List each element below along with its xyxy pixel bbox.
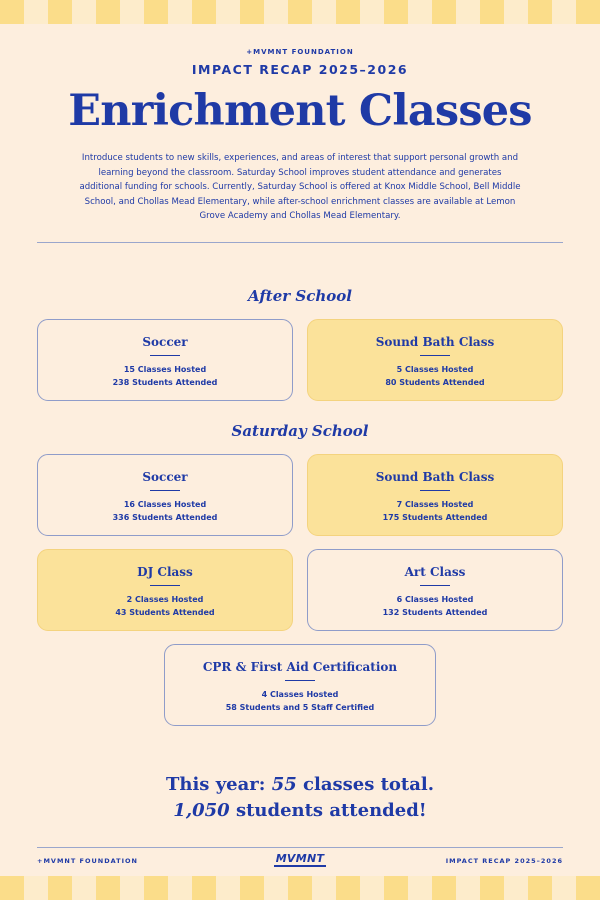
- footer-recap: IMPACT RECAP 2025–2026: [445, 857, 563, 865]
- page-title: Enrichment Classes: [68, 86, 532, 136]
- saturday-soccer-card: [37, 454, 293, 536]
- top-checker-border: [0, 0, 600, 24]
- summary-line-students: [0, 800, 600, 821]
- card-title: Sound Bath Class: [375, 335, 495, 349]
- students-attended: 336 Students Attended: [112, 513, 218, 522]
- classes-hosted: 16 Classes Hosted: [123, 500, 207, 509]
- saturday-sound-bath-card: [307, 454, 563, 536]
- classes-hosted: 7 Classes Hosted: [396, 500, 474, 509]
- classes-hosted: 5 Classes Hosted: [396, 365, 474, 374]
- card-title: DJ Class: [137, 565, 193, 579]
- students-attended: 175 Students Attended: [382, 513, 488, 522]
- total-classes-number: 55: [271, 774, 297, 795]
- classes-hosted: 15 Classes Hosted: [123, 365, 207, 374]
- saturday-school-heading: Saturday School: [231, 422, 369, 440]
- card-title: CPR & First Aid Certification: [202, 660, 398, 674]
- card-divider: [285, 680, 315, 681]
- saturday-dj-card: [37, 549, 293, 631]
- card-divider: [150, 490, 180, 491]
- students-attended: 238 Students Attended: [112, 378, 218, 387]
- recap-label: IMPACT RECAP 2025–2026: [191, 62, 409, 77]
- classes-hosted: 2 Classes Hosted: [126, 595, 204, 604]
- students-certified: 58 Students and 5 Staff Certified: [225, 703, 375, 712]
- card-title: Art Class: [404, 565, 466, 579]
- card-divider: [420, 585, 450, 586]
- footer-divider: [37, 847, 563, 848]
- total-students-number: 1,050: [173, 800, 230, 821]
- saturday-art-card: [307, 549, 563, 631]
- saturday-cpr-card: [164, 644, 436, 726]
- bottom-checker-border: [0, 876, 600, 900]
- footer-foundation: +MVMNT FOUNDATION: [37, 857, 138, 865]
- summary-text: This year:: [165, 774, 266, 795]
- classes-hosted: 6 Classes Hosted: [396, 595, 474, 604]
- card-title: Soccer: [142, 470, 188, 484]
- students-attended: 43 Students Attended: [115, 608, 215, 617]
- card-divider: [420, 490, 450, 491]
- summary-line-classes: [0, 774, 600, 795]
- after-school-soccer-card: [37, 319, 293, 401]
- students-attended: 132 Students Attended: [382, 608, 488, 617]
- summary-text: students attended!: [235, 800, 427, 821]
- card-divider: [150, 355, 180, 356]
- card-divider: [420, 355, 450, 356]
- card-title: Sound Bath Class: [375, 470, 495, 484]
- summary-text: classes total.: [303, 774, 435, 795]
- foundation-label: +MVMNT FOUNDATION: [246, 48, 354, 56]
- card-divider: [150, 585, 180, 586]
- logo-text: MVMNT: [275, 852, 325, 865]
- classes-hosted: 4 Classes Hosted: [261, 690, 339, 699]
- after-school-heading: After School: [247, 287, 352, 305]
- card-title: Soccer: [142, 335, 188, 349]
- students-attended: 80 Students Attended: [385, 378, 485, 387]
- after-school-sound-bath-card: [307, 319, 563, 401]
- intro-paragraph: Introduce students to new skills, experiences, and areas of interest that support personal growth and learning beyond the classroom. Saturday School improves student attendance and generates additional funding for schools. Currently, Saturday School is offered at Knox Middle School, Bell Middle School, and Chollas Mead Elementary, while after-school enrichment classes are available at Lemon Grove Academy and Chollas Mead Elementary.: [79, 153, 521, 222]
- top-divider: [37, 242, 563, 243]
